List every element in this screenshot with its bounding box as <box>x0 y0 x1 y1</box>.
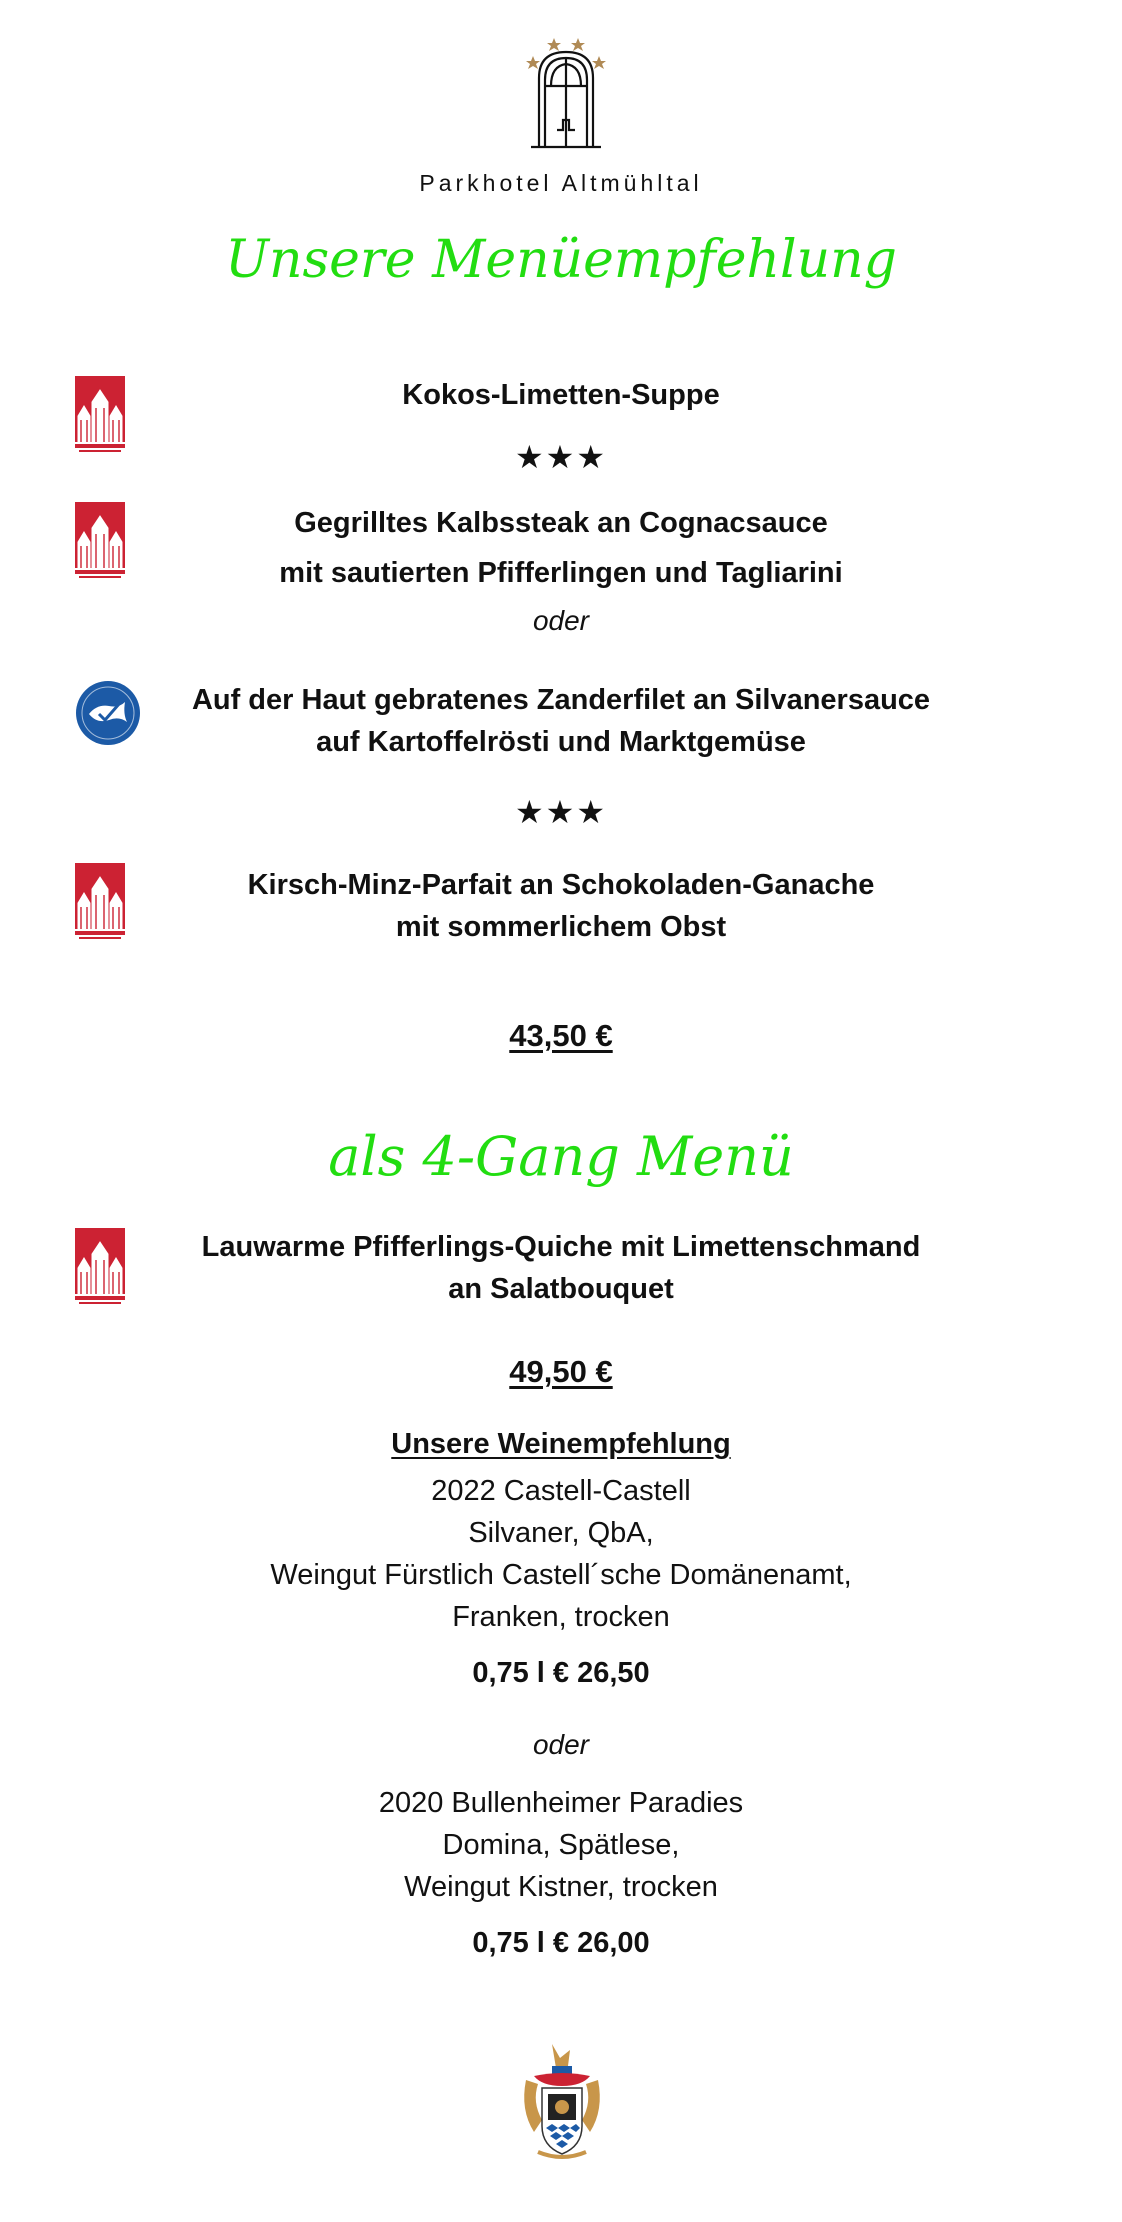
separator-stars: ★★★ <box>514 794 608 830</box>
separator-stars: ★★★ <box>514 439 608 475</box>
wine1-line3: Weingut Fürstlich Castell´sche Domänenamt, <box>270 1559 852 1591</box>
course-main-zander-line2: auf Kartoffelrösti und Marktgemüse <box>316 726 806 758</box>
wine1-price: 0,75 l € 26,50 <box>472 1657 650 1689</box>
course-soup: Kokos-Limetten-Suppe <box>402 379 720 411</box>
course-dessert-line2: mit sommerlichem Obst <box>395 911 727 943</box>
course-dessert-line1: Kirsch-Minz-Parfait an Schokoladen-Ganache <box>247 869 875 901</box>
wine1-line4: Franken, trocken <box>452 1601 670 1633</box>
course-starter-line1: Lauwarme Pfifferlings-Quiche mit Limettenschmand <box>201 1231 921 1263</box>
coat-of-arms-crest-icon <box>512 2040 612 2172</box>
page-title: Unsere Menüempfehlung <box>225 230 897 290</box>
wine-oder-label: oder <box>532 1729 590 1760</box>
wine1-line2: Silvaner, QbA, <box>468 1517 654 1549</box>
wine1-line1: 2022 Castell-Castell <box>431 1475 691 1507</box>
wine2-line1: 2020 Bullenheimer Paradies <box>378 1787 744 1819</box>
wine-heading: Unsere Weinempfehlung <box>391 1428 731 1460</box>
price-four-course: 49,50 € <box>509 1354 613 1389</box>
course-main-veal-line2: mit sautierten Pfifferlingen und Tagliarini <box>279 557 843 589</box>
course-starter-line2: an Salatbouquet <box>448 1273 674 1305</box>
course-main-veal-line1: Gegrilltes Kalbssteak an Cognacsauce <box>294 507 828 539</box>
price-three-course: 43,50 € <box>509 1018 613 1053</box>
oder-label: oder <box>532 605 590 636</box>
hotel-logo-icon <box>521 34 611 152</box>
hotel-name: Parkhotel Altmühltal <box>419 170 703 196</box>
wine2-line3: Weingut Kistner, trocken <box>404 1871 718 1903</box>
wine2-line2: Domina, Spätlese, <box>442 1829 680 1861</box>
course-main-zander-line1: Auf der Haut gebratenes Zanderfilet an Silvanersauce <box>191 684 931 716</box>
four-course-title: als 4-Gang Menü <box>328 1125 794 1188</box>
wine2-price: 0,75 l € 26,00 <box>472 1927 650 1959</box>
